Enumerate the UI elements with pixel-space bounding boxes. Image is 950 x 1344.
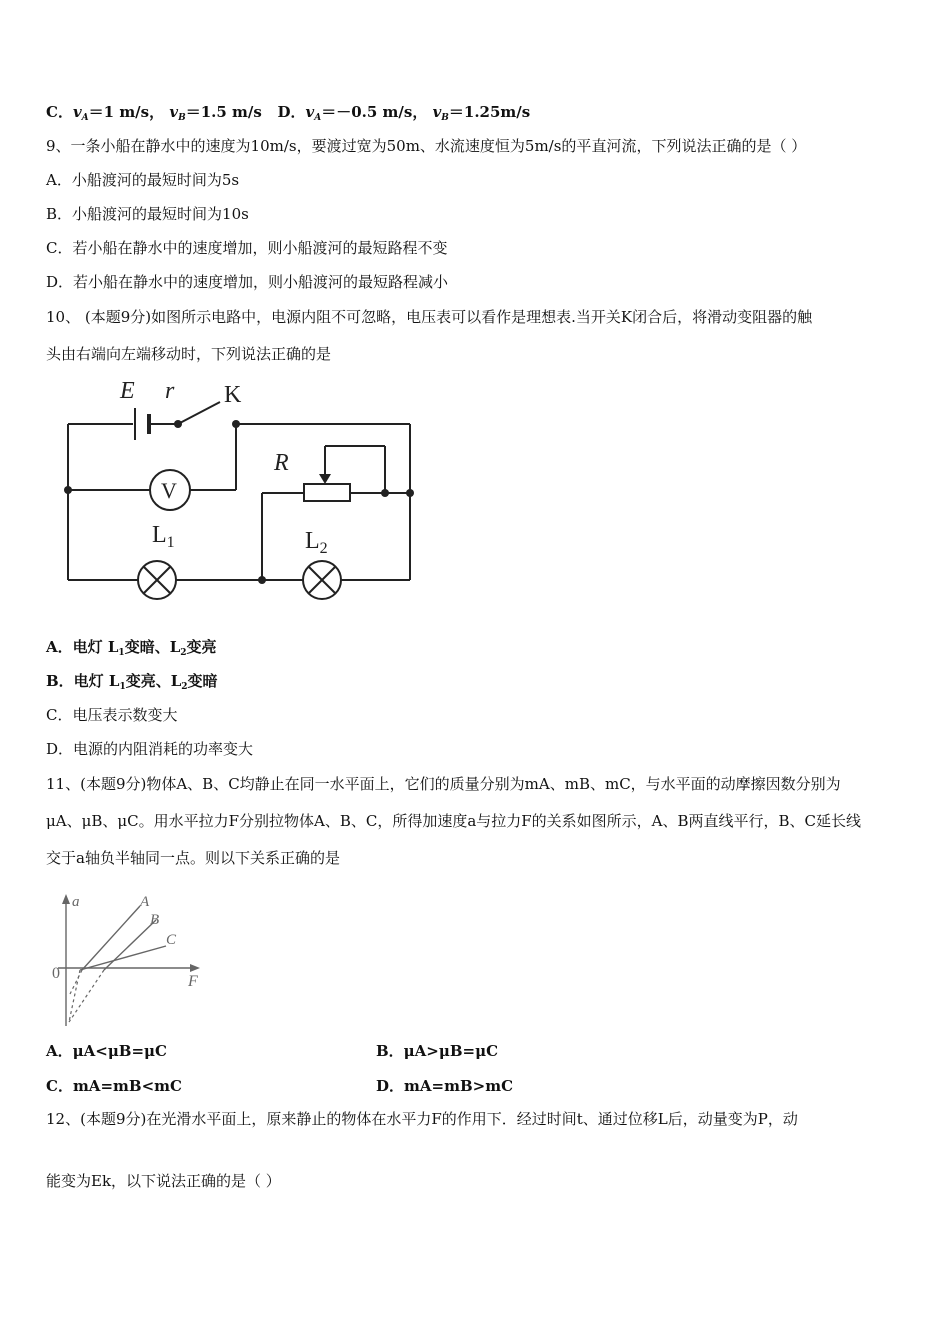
q11-option-d: D．mA=mB>mC <box>376 1077 514 1095</box>
q9-option-b: B．小船渡河的最短时间为10s <box>46 205 249 223</box>
rheostat <box>304 484 350 501</box>
junction-dot <box>64 486 72 494</box>
switch-pivot <box>174 420 182 428</box>
a-f-graph <box>44 888 214 1030</box>
curve-label-b: B <box>150 912 160 928</box>
curve-label-a: A <box>140 894 150 910</box>
curve-label-c: C <box>166 932 177 948</box>
axis-label-f: F <box>188 973 198 990</box>
label-k: K <box>224 382 242 408</box>
junction-dot <box>406 489 414 497</box>
switch-contact <box>232 420 240 428</box>
q11-option-c: C．mA=mB<mC <box>46 1077 182 1095</box>
f-axis-arrow <box>190 964 200 972</box>
origin-label: 0 <box>52 965 60 982</box>
q9-option-a: A．小船渡河的最短时间为5s <box>46 171 240 189</box>
q11-stem-line1: 11、(本题9分)物体A、B、C均静止在同一水平面上，它们的质量分别为mA、mB、mC，与水平面的动摩擦因数分别为 <box>46 775 841 793</box>
q11-stem-line3: 交于a轴负半轴同一点。则以下关系正确的是 <box>46 849 340 867</box>
line-a <box>82 906 140 970</box>
label-l2: $L_2$ <box>305 528 328 557</box>
circuit-diagram <box>60 372 430 607</box>
q10-stem-line2: 头由右端向左端移动时，下列说法正确的是 <box>46 345 332 363</box>
label-e: E <box>120 378 135 404</box>
lamp-l2 <box>303 561 341 599</box>
q12-stem-line2: 能变为Ek，以下说法正确的是（ ） <box>46 1172 281 1190</box>
axis-label-a: a <box>72 894 80 910</box>
q8-options-cd: C．$v_A=1$ m/s， $v_B=1.5$ m/s D．$v_A=-0.5$ m/s， $v_B=1.25m/s$ <box>46 103 531 123</box>
label-rheostat-r: R <box>274 450 289 476</box>
q10-option-d: D．电源的内阻消耗的功率变大 <box>46 740 254 758</box>
junction-dot <box>381 489 389 497</box>
label-r-internal: r <box>165 378 175 404</box>
q10-stem-line1: 10、 (本题9分)如图所示电路中，电源内阻不可忽略，电压表可以看作是理想表.当开关K闭合后，将滑动变阻器的触 <box>46 308 813 326</box>
q11-option-b: B．μA>μB=μC <box>376 1042 499 1060</box>
junction-dot <box>258 576 266 584</box>
a-axis-arrow <box>62 894 70 904</box>
q11-option-a: A．μA<μB=μC <box>46 1042 167 1060</box>
q10-option-c: C．电压表示数变大 <box>46 706 178 724</box>
q10-option-a: A．电灯 $L_1$变暗、$L_2$变亮 <box>46 638 217 658</box>
q11-stem-line2: μA、μB、μC。用水平拉力F分别拉物体A、B、C，所得加速度a与拉力F的关系如图所示，A、B两直线平行，B、C延长线 <box>46 812 862 830</box>
q10-option-b: B．电灯 $L_1$变亮、$L_2$变暗 <box>46 672 218 692</box>
line-b <box>104 920 156 970</box>
q12-stem-line1: 12、(本题9分)在光滑水平面上，原来静止的物体在水平力F的作用下．经过时间t、通过位移L后，动量变为P，动 <box>46 1110 798 1128</box>
label-voltmeter: V <box>161 478 177 503</box>
q9-stem: 9、一条小船在静水中的速度为10m/s，要渡过宽为50m、水流速度恒为5m/s的平直河流，下列说法正确的是（ ） <box>46 137 807 155</box>
line-c-extension <box>69 970 80 1022</box>
slider-arrow <box>319 474 331 484</box>
label-l1: $L_1$ <box>152 522 175 551</box>
q9-option-c: C．若小船在静水中的速度增加，则小船渡河的最短路程不变 <box>46 239 448 257</box>
q9-option-d: D．若小船在静水中的速度增加，则小船渡河的最短路程减小 <box>46 273 449 291</box>
lamp-l1 <box>138 561 176 599</box>
